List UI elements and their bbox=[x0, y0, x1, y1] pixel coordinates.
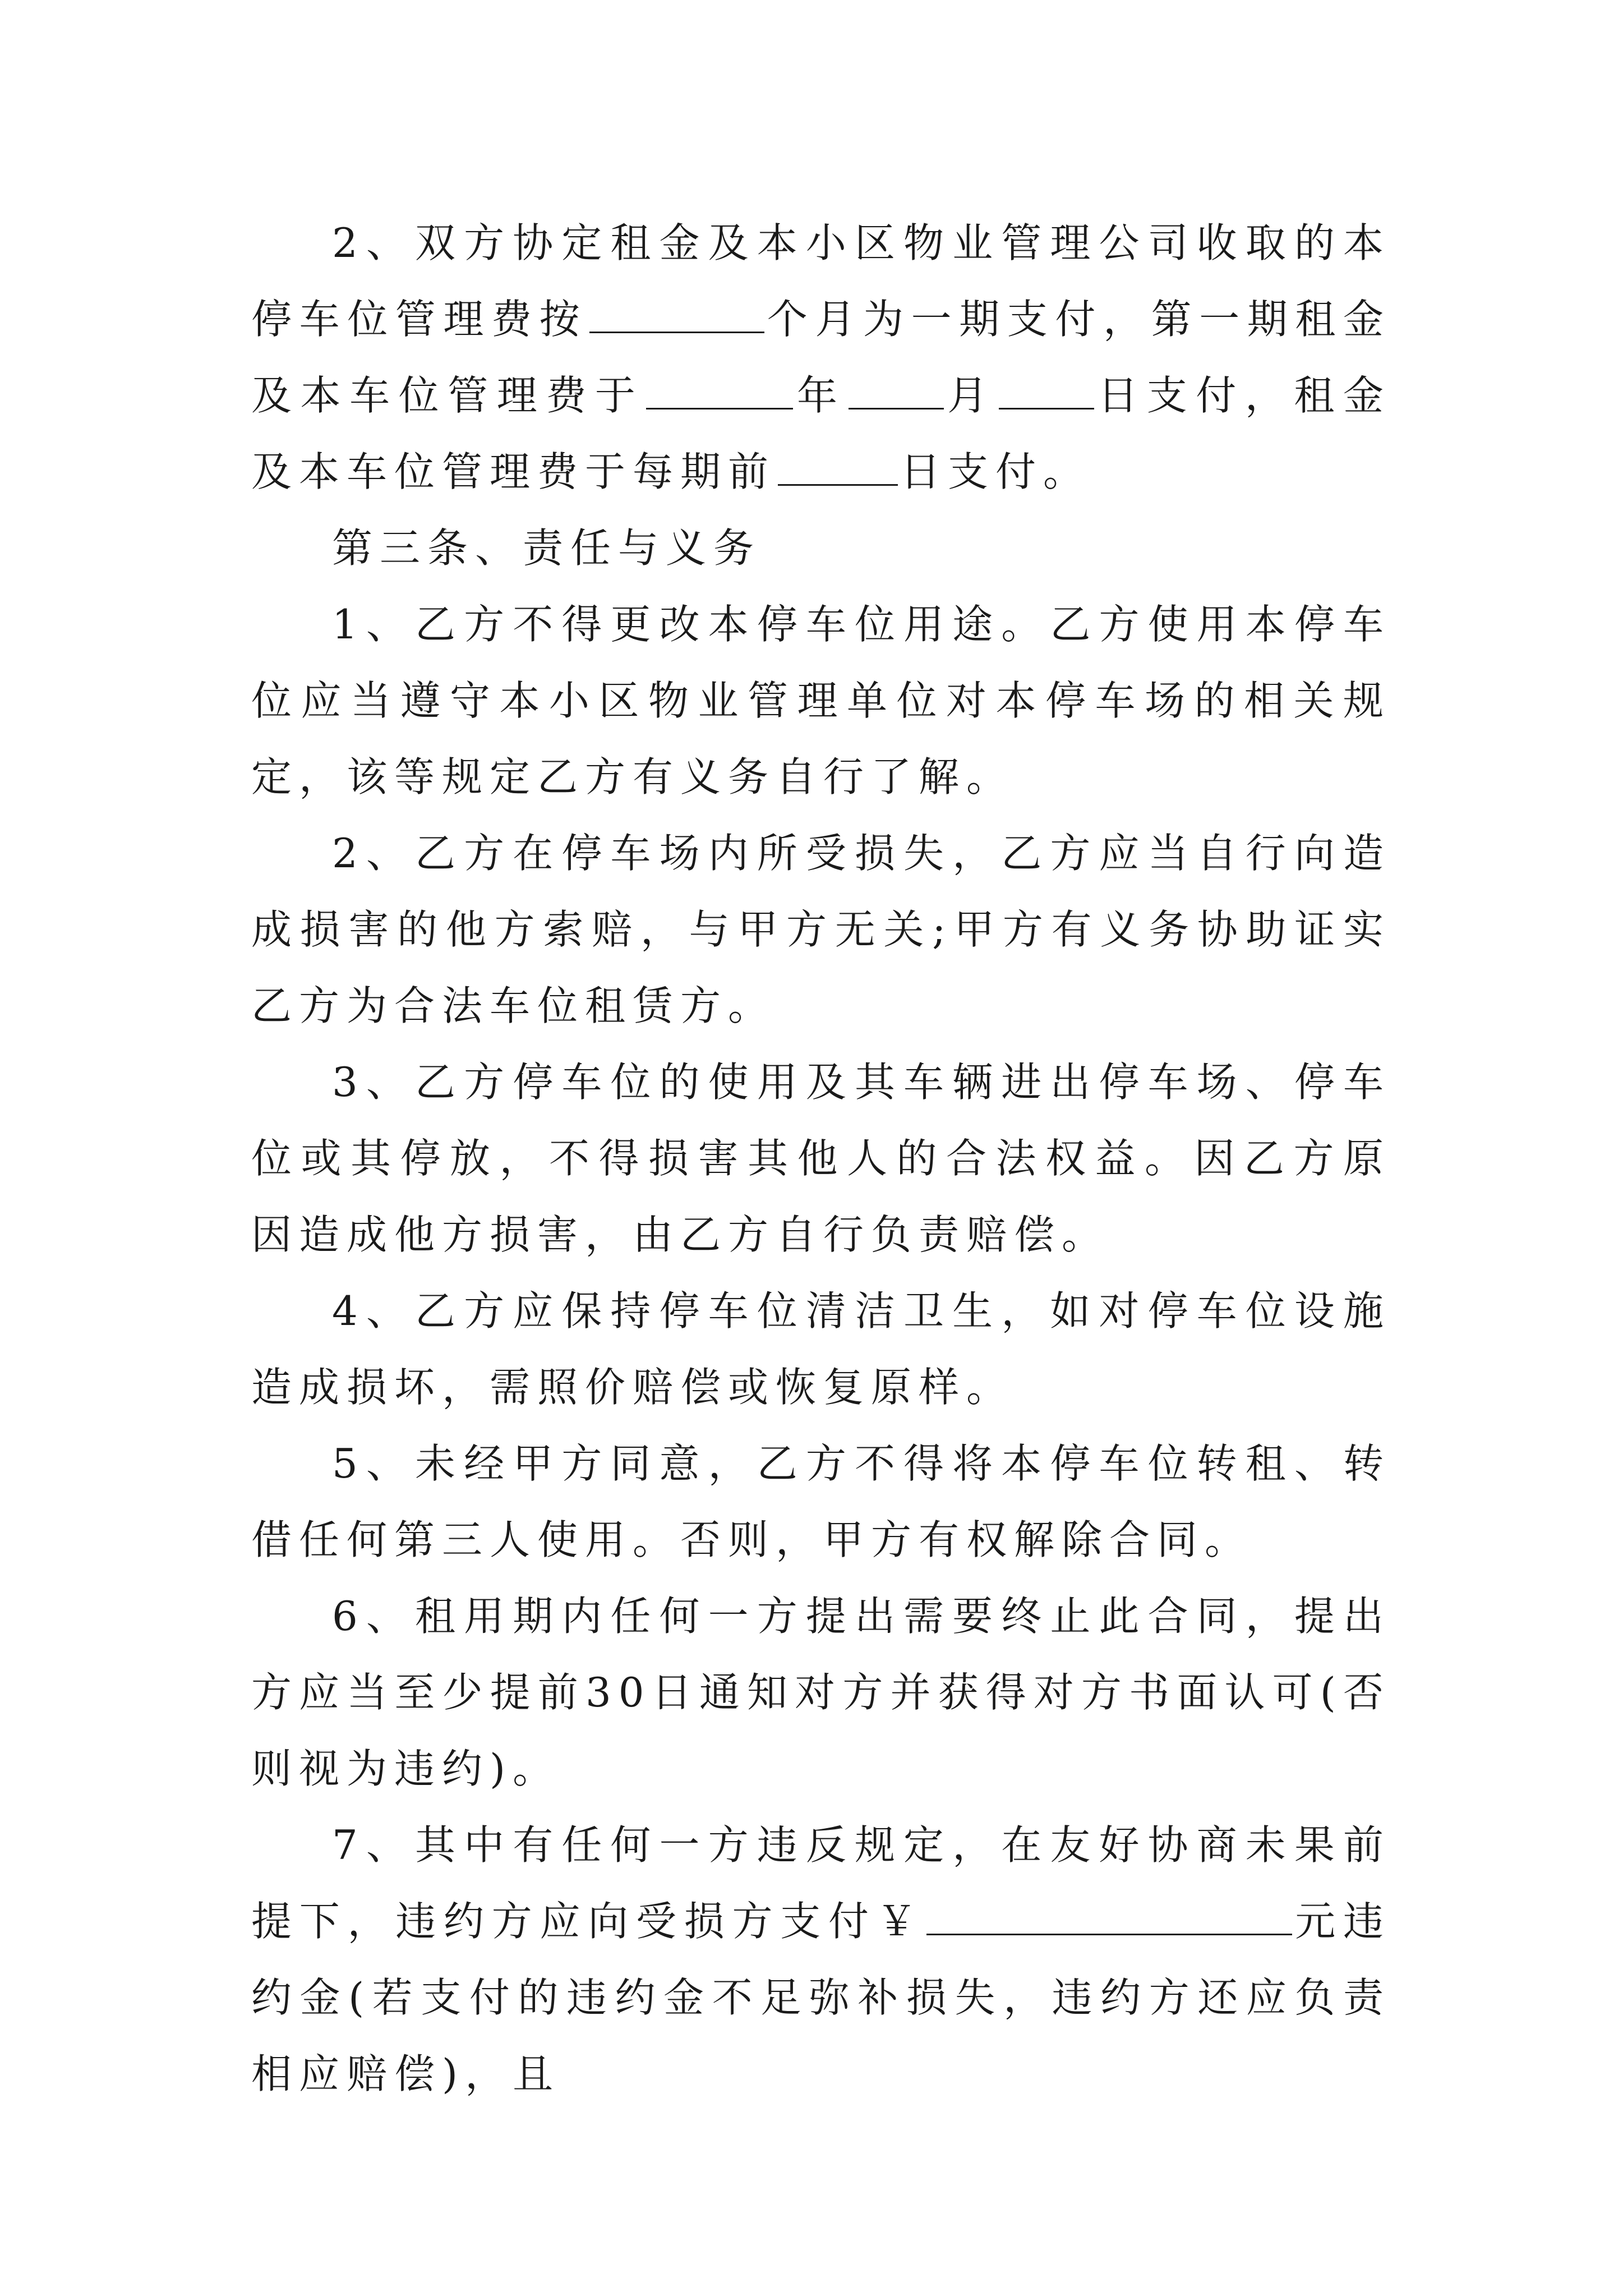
first-payment-month-blank[interactable] bbox=[849, 374, 944, 409]
clause-2-payment-terms bbox=[251, 205, 1391, 510]
month-label: 月 bbox=[946, 372, 997, 419]
duty-item-4: 4、乙方应保持停车位清洁卫生，如对停车位设施造成损坏，需照价赔偿或恢复原样。 bbox=[251, 1287, 1391, 1411]
months-per-period-blank[interactable] bbox=[589, 298, 764, 333]
clause-2-text-b: 个月为一期支付，第一期租金及本车位管理费于 bbox=[251, 296, 1391, 419]
duty-item-5: 5、未经甲方同意，乙方不得将本停车位转租、转借任何第三人使用。否则，甲方有权解除合同。 bbox=[251, 1440, 1391, 1563]
days-before-period-blank[interactable] bbox=[778, 450, 898, 486]
duty-item-7-text-b: 元违约金(若支付的违约金不足弥补损失，违约方还应负责相应赔偿)，且 bbox=[251, 1898, 1391, 2097]
year-label: 年 bbox=[795, 372, 846, 419]
clause-2-text-f: 日支付。 bbox=[900, 448, 1091, 495]
duty-item-7 bbox=[251, 1807, 1391, 2112]
duty-item-1: 1、乙方不得更改本停车位用途。乙方使用本停车位应当遵守本小区物业管理单位对本停车场的相关规定，该等规定乙方有义务自行了解。 bbox=[251, 601, 1391, 800]
clause-2-text-a: 2、双方协定租金及本小区物业管理公司收取的本停车位管理费按 bbox=[251, 219, 1391, 343]
first-payment-day-blank[interactable] bbox=[999, 374, 1094, 409]
document-page bbox=[251, 205, 1391, 2112]
clause-2-text-e: 日支付，租金及本车位管理费于每期前 bbox=[251, 372, 1391, 495]
duty-item-7-text-a: 7、其中有任何一方违反规定，在友好协商未果前提下，违约方应向受损方支付￥ bbox=[251, 1821, 1391, 1945]
article-3-heading: 第三条、责任与义务 bbox=[332, 524, 762, 572]
first-payment-year-blank[interactable] bbox=[646, 374, 793, 409]
duty-item-2: 2、乙方在停车场内所受损失，乙方应当自行向造成损害的他方索赔，与甲方无关;甲方有义务协助证实乙方为合法车位租赁方。 bbox=[251, 830, 1391, 1029]
duty-item-3: 3、乙方停车位的使用及其车辆进出停车场、停车位或其停放，不得损害其他人的合法权益。因乙方原因造成他方损害，由乙方自行负责赔偿。 bbox=[251, 1059, 1391, 1258]
duty-item-6: 6、租用期内任何一方提出需要终止此合同，提出方应当至少提前30日通知对方并获得对方书面认可(否则视为违约)。 bbox=[251, 1593, 1391, 1792]
penalty-amount-blank[interactable] bbox=[926, 1900, 1292, 1935]
